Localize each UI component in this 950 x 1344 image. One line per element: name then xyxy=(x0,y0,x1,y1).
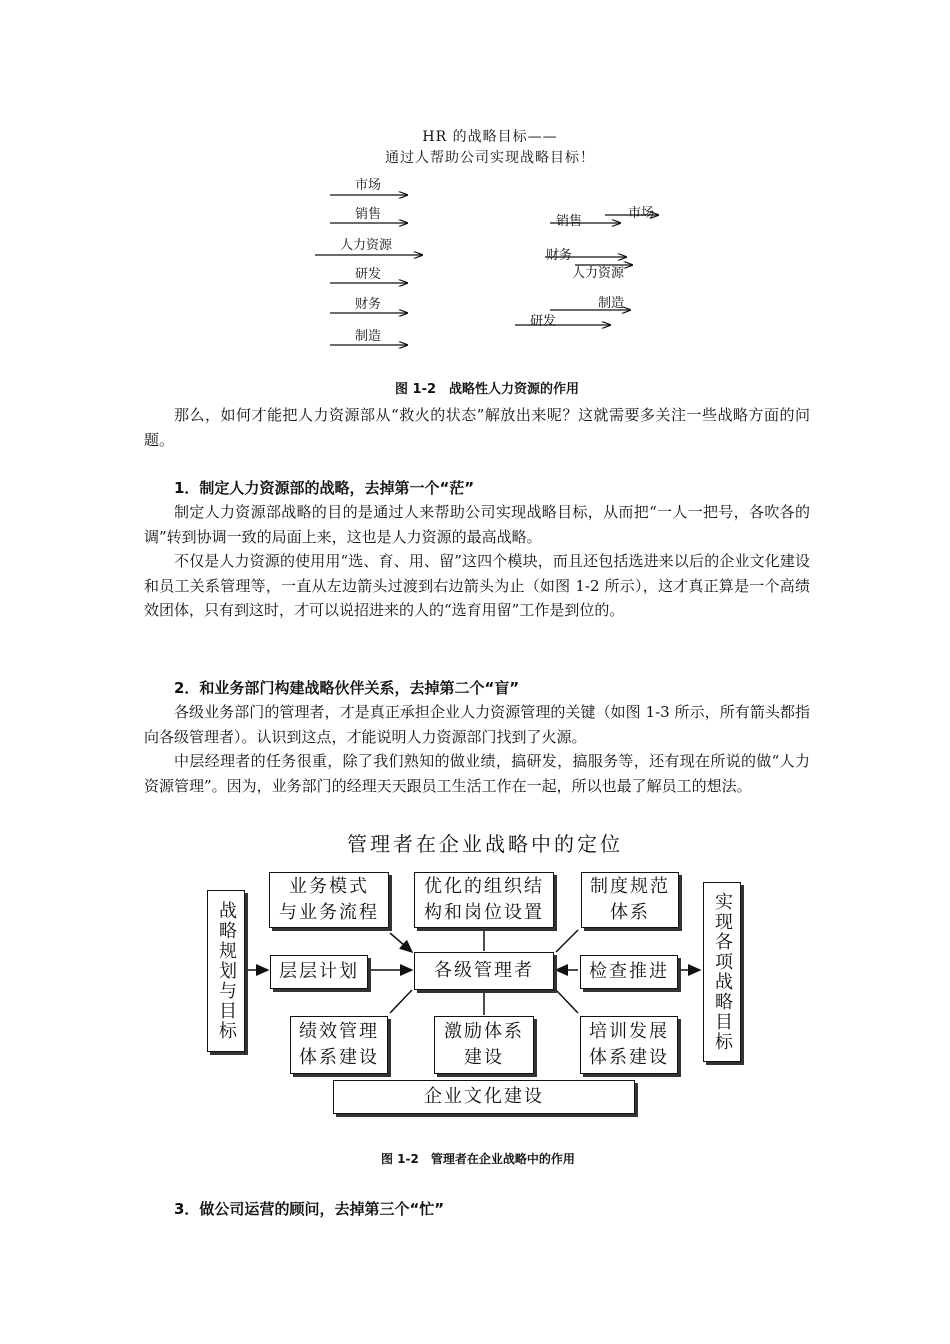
incentive-line1: 激励体系 xyxy=(444,1021,524,1042)
right-label-manufacturing: 制造 xyxy=(598,296,625,311)
left-label-sales: 销售 xyxy=(355,207,382,222)
training-line2: 体系建设 xyxy=(589,1047,669,1068)
section3-heading: 3．做公司运营的顾问，去掉第三个“忙” xyxy=(174,1200,445,1218)
left-label-finance: 财务 xyxy=(355,297,382,312)
arrow-bottomleft-to-center xyxy=(390,990,412,1013)
section2-paragraph1: 各级业务部门的管理者，才是真正承担企业人力资源管理的关键（如图 1-3 所示，所有箭头都指向各级管理者）。认识到这点，才能说明人力资源部门找到了火源。 xyxy=(144,703,810,746)
arrow-topleft-to-center xyxy=(390,933,412,952)
performance-line2: 体系建设 xyxy=(299,1047,379,1068)
org-structure-line2: 构和岗位设置 xyxy=(424,902,544,923)
intro-paragraph: 那么，如何才能把人力资源部从“救火的状态”解放出来呢？这就需要多关注一些战略方面的问题。 xyxy=(144,406,810,449)
figure1-title-line1: HR 的战略目标—— xyxy=(422,129,558,145)
org-structure-box xyxy=(414,872,554,928)
training-box xyxy=(580,1016,678,1074)
incentive-box xyxy=(434,1016,534,1074)
performance-line1: 绩效管理 xyxy=(299,1021,379,1042)
rules-system-line2: 体系 xyxy=(610,902,650,923)
left-label-market: 市场 xyxy=(355,178,382,193)
figure2-caption: 图 1-2 管理者在企业战略中的作用 xyxy=(381,1152,575,1166)
business-model-box xyxy=(269,872,389,928)
culture-box: 企业文化建设 xyxy=(333,1080,635,1114)
right-label-hr: 人力资源 xyxy=(572,266,625,281)
section2-heading: 2．和业务部门构建战略伙伴关系，去掉第二个“盲” xyxy=(174,679,520,697)
figure2-title: 管理者在企业战略中的定位 xyxy=(347,832,623,856)
section1-paragraph2: 不仅是人力资源的使用用“选、育、用、留”这四个模块，而且还包括选进来以后的企业文化建设和员工关系管理等，一直从左边箭头过渡到右边箭头为止（如图 1-2 所示），这才真正算是一个高绩效团体，只有到这时，才可以说招进来的人的“选育用留”工作是到位的。 xyxy=(144,552,810,619)
right-label-sales: 销售 xyxy=(556,214,583,229)
rules-system-box xyxy=(581,872,679,928)
figure1-caption: 图 1-2 战略性人力资源的作用 xyxy=(395,382,580,397)
right-label-finance: 财务 xyxy=(546,248,573,263)
performance-box xyxy=(290,1016,388,1074)
managers-center-box: 各级管理者 xyxy=(414,952,554,990)
training-line1: 培训发展 xyxy=(589,1021,669,1042)
right-label-rd: 研发 xyxy=(530,314,557,329)
figure1-title-line2: 通过人帮助公司实现战略目标！ xyxy=(385,150,595,166)
org-structure-line1: 优化的组织结 xyxy=(424,876,544,897)
rules-system-line1: 制度规范 xyxy=(590,876,670,897)
section2-paragraph2: 中层经理者的任务很重，除了我们熟知的做业绩，搞研发，搞服务等，还有现在所说的做“人力资源管理”。因为，业务部门的经理天天跟员工生活工作在一起，所以也最了解员工的想法。 xyxy=(144,752,810,795)
section1-paragraph1: 制定人力资源部战略的目的是通过人来帮助公司实现战略目标，从而把“一人一把号，各吹各的调”转到协调一致的局面上来，这也是人力资源的最高战略。 xyxy=(144,503,810,546)
section1-heading: 1．制定人力资源部的战略，去掉第一个“茫” xyxy=(174,479,475,497)
left-label-manufacturing: 制造 xyxy=(355,329,382,344)
strategy-goals-box: 实现各项战略目标 xyxy=(703,882,741,1062)
incentive-line2: 建设 xyxy=(464,1047,504,1068)
right-label-market: 市场 xyxy=(628,206,655,221)
strategy-planning-box: 战略规划与目标 xyxy=(207,890,245,1052)
layered-plan-box: 层层计划 xyxy=(270,955,368,989)
check-push-box: 检查推进 xyxy=(580,955,678,989)
arrow-topright-to-center xyxy=(556,930,578,952)
business-model-line1: 业务模式 xyxy=(289,876,369,897)
arrow-bottomright-to-center xyxy=(556,990,578,1013)
left-label-hr: 人力资源 xyxy=(340,238,393,253)
business-model-line2: 与业务流程 xyxy=(279,902,379,923)
left-label-rd: 研发 xyxy=(355,267,382,282)
